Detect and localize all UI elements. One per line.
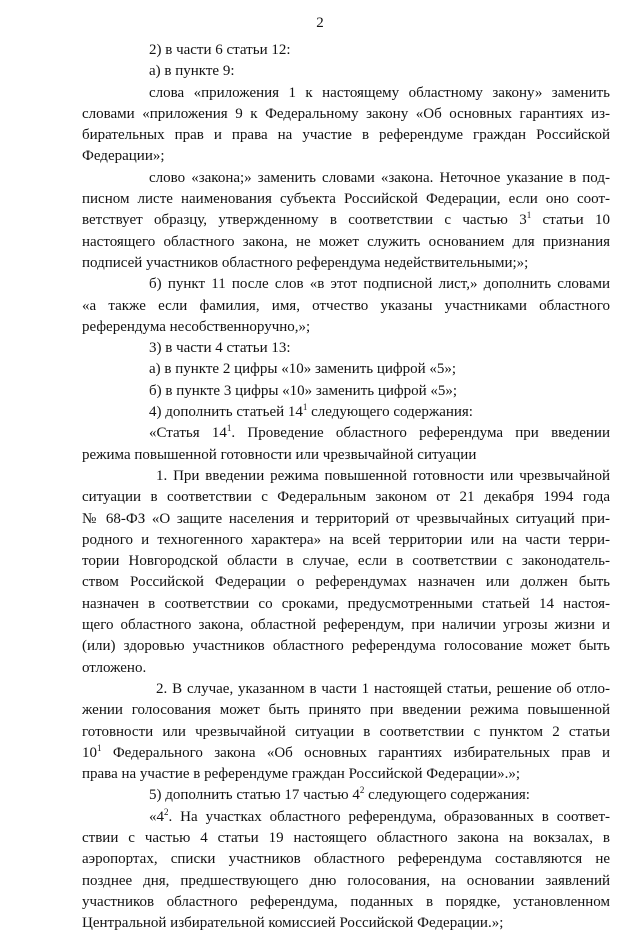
text-line: № 68-ФЗ «О защите населения и территорий от чрезвычайных ситуаций при-	[82, 510, 610, 527]
text-line: аэропортах, списки участников областного референдума составляются не	[82, 851, 610, 868]
superscript: 1	[526, 210, 532, 221]
text-line: ситуации в соответствии с Федеральным законом от 21 декабря 1994 года	[82, 489, 610, 506]
text-line: Центральной избирательной комиссией Российской Федерации.»;	[82, 915, 504, 932]
text-line: ствии с частью 4 статьи 19 настоящего областного закона на вокзалах, в	[82, 829, 610, 846]
text-line: родного и техногенного характера» на всей территории или на части терри-	[82, 531, 610, 548]
text-line: «а также если фамилия, имя, отчество указаны участниками областного	[82, 297, 610, 314]
text-line: настоящего областного закона, не может служить основанием для признания	[82, 233, 610, 250]
text-line	[82, 402, 610, 423]
text-segment: следующего содержания:	[307, 404, 473, 421]
text-line: ством Российской Федерации о референдумах назначен или должен быть	[82, 574, 610, 591]
text-line: режима повышенной готовности или чрезвычайной ситуации	[82, 446, 477, 463]
superscript: 1	[302, 402, 308, 413]
text-line: референдума несобственноручно,»;	[82, 318, 311, 335]
page-number: 2	[316, 15, 324, 31]
text-line: права на участие в референдуме граждан Российской Федерации».»;	[82, 766, 521, 783]
text-line: Федерации»;	[82, 148, 165, 165]
text-line: готовности или чрезвычайной ситуации в соответствии с пунктом 2 статьи	[82, 723, 610, 740]
text-line: слово «закона;» заменить словами «закона. Неточное указание в под-	[149, 169, 610, 186]
text-segment: следующего содержания:	[364, 787, 530, 804]
text-line: 3) в части 4 статьи 13:	[149, 340, 291, 357]
document-body	[82, 40, 610, 934]
text-line: бирательных прав и права на участие в референдуме граждан Российской	[82, 127, 610, 144]
text-line	[82, 743, 610, 764]
text-segment: статьи 10	[531, 212, 610, 229]
text-segment: 5) дополнить статью 17 частью 4	[149, 787, 360, 804]
text-line: а) в пункте 9:	[149, 63, 235, 80]
text-line: слова «приложения 1 к настоящему областному закону» заменить	[149, 84, 610, 101]
text-segment: «Статья 14	[149, 425, 227, 442]
text-line: тории Новгородской области в случае, если в соответствии с законодатель-	[82, 553, 610, 570]
text-line: 2) в части 6 статьи 12:	[149, 42, 291, 58]
text-line: а) в пункте 2 цифры «10» заменить цифрой «5»;	[149, 361, 457, 378]
text-line: жении голосования может быть принято при введении режима повышенной	[82, 702, 610, 719]
superscript: 1	[226, 423, 232, 434]
text-line: участников областного референдума, поданных в порядке, установленном	[82, 893, 610, 910]
text-line: щего областного закона, областной референдум, при наличии угрозы жизни и	[82, 617, 610, 634]
superscript: 1	[97, 742, 102, 753]
superscript: 2	[164, 806, 169, 817]
text-segment: ветствует образцу, утвержденному в соответствии с частью 3	[82, 212, 527, 229]
text-line	[82, 210, 610, 231]
text-line: отложено.	[82, 659, 147, 676]
text-line: 1. При введении режима повышенной готовности или чрезвычайной	[156, 467, 610, 484]
text-line: назначен в соответствии со сроками, предусмотренными статьей 14 настоя-	[82, 595, 610, 612]
text-segment: 10	[82, 744, 97, 761]
text-segment: Федерального закона «Об основных гарантиях избирательных прав и	[101, 744, 610, 761]
text-segment: . На участках областного референдума, образованных в соответ-	[168, 808, 610, 825]
text-line: 2. В случае, указанном в части 1 настоящей статьи, решение об отло-	[156, 680, 610, 697]
text-line: подписей участников областного референдума недействительными;»;	[82, 254, 529, 271]
text-line: б) в пункте 3 цифры «10» заменить цифрой «5»;	[149, 382, 458, 399]
text-line	[82, 785, 610, 806]
text-segment: 4) дополнить статьей 14	[149, 404, 303, 421]
text-line: писном листе наименования субъекта Российской Федерации, если оно соот-	[82, 191, 610, 208]
superscript: 2	[359, 785, 365, 796]
text-line: позднее дня, предшествующего дню голосования, на основании заявлений	[82, 872, 610, 889]
text-segment: «4	[149, 808, 164, 825]
text-line: (или) здоровью участников областного референдума голосование может быть	[82, 638, 610, 655]
text-line	[82, 423, 610, 444]
text-segment: . Проведение областного референдума при введении	[231, 425, 610, 442]
text-line	[82, 807, 610, 828]
text-line: словами «приложения 9 к Федеральному закону «Об основных гарантиях из-	[82, 105, 610, 122]
text-line: б) пункт 11 после слов «в этот подписной лист,» дополнить словами	[149, 276, 610, 293]
